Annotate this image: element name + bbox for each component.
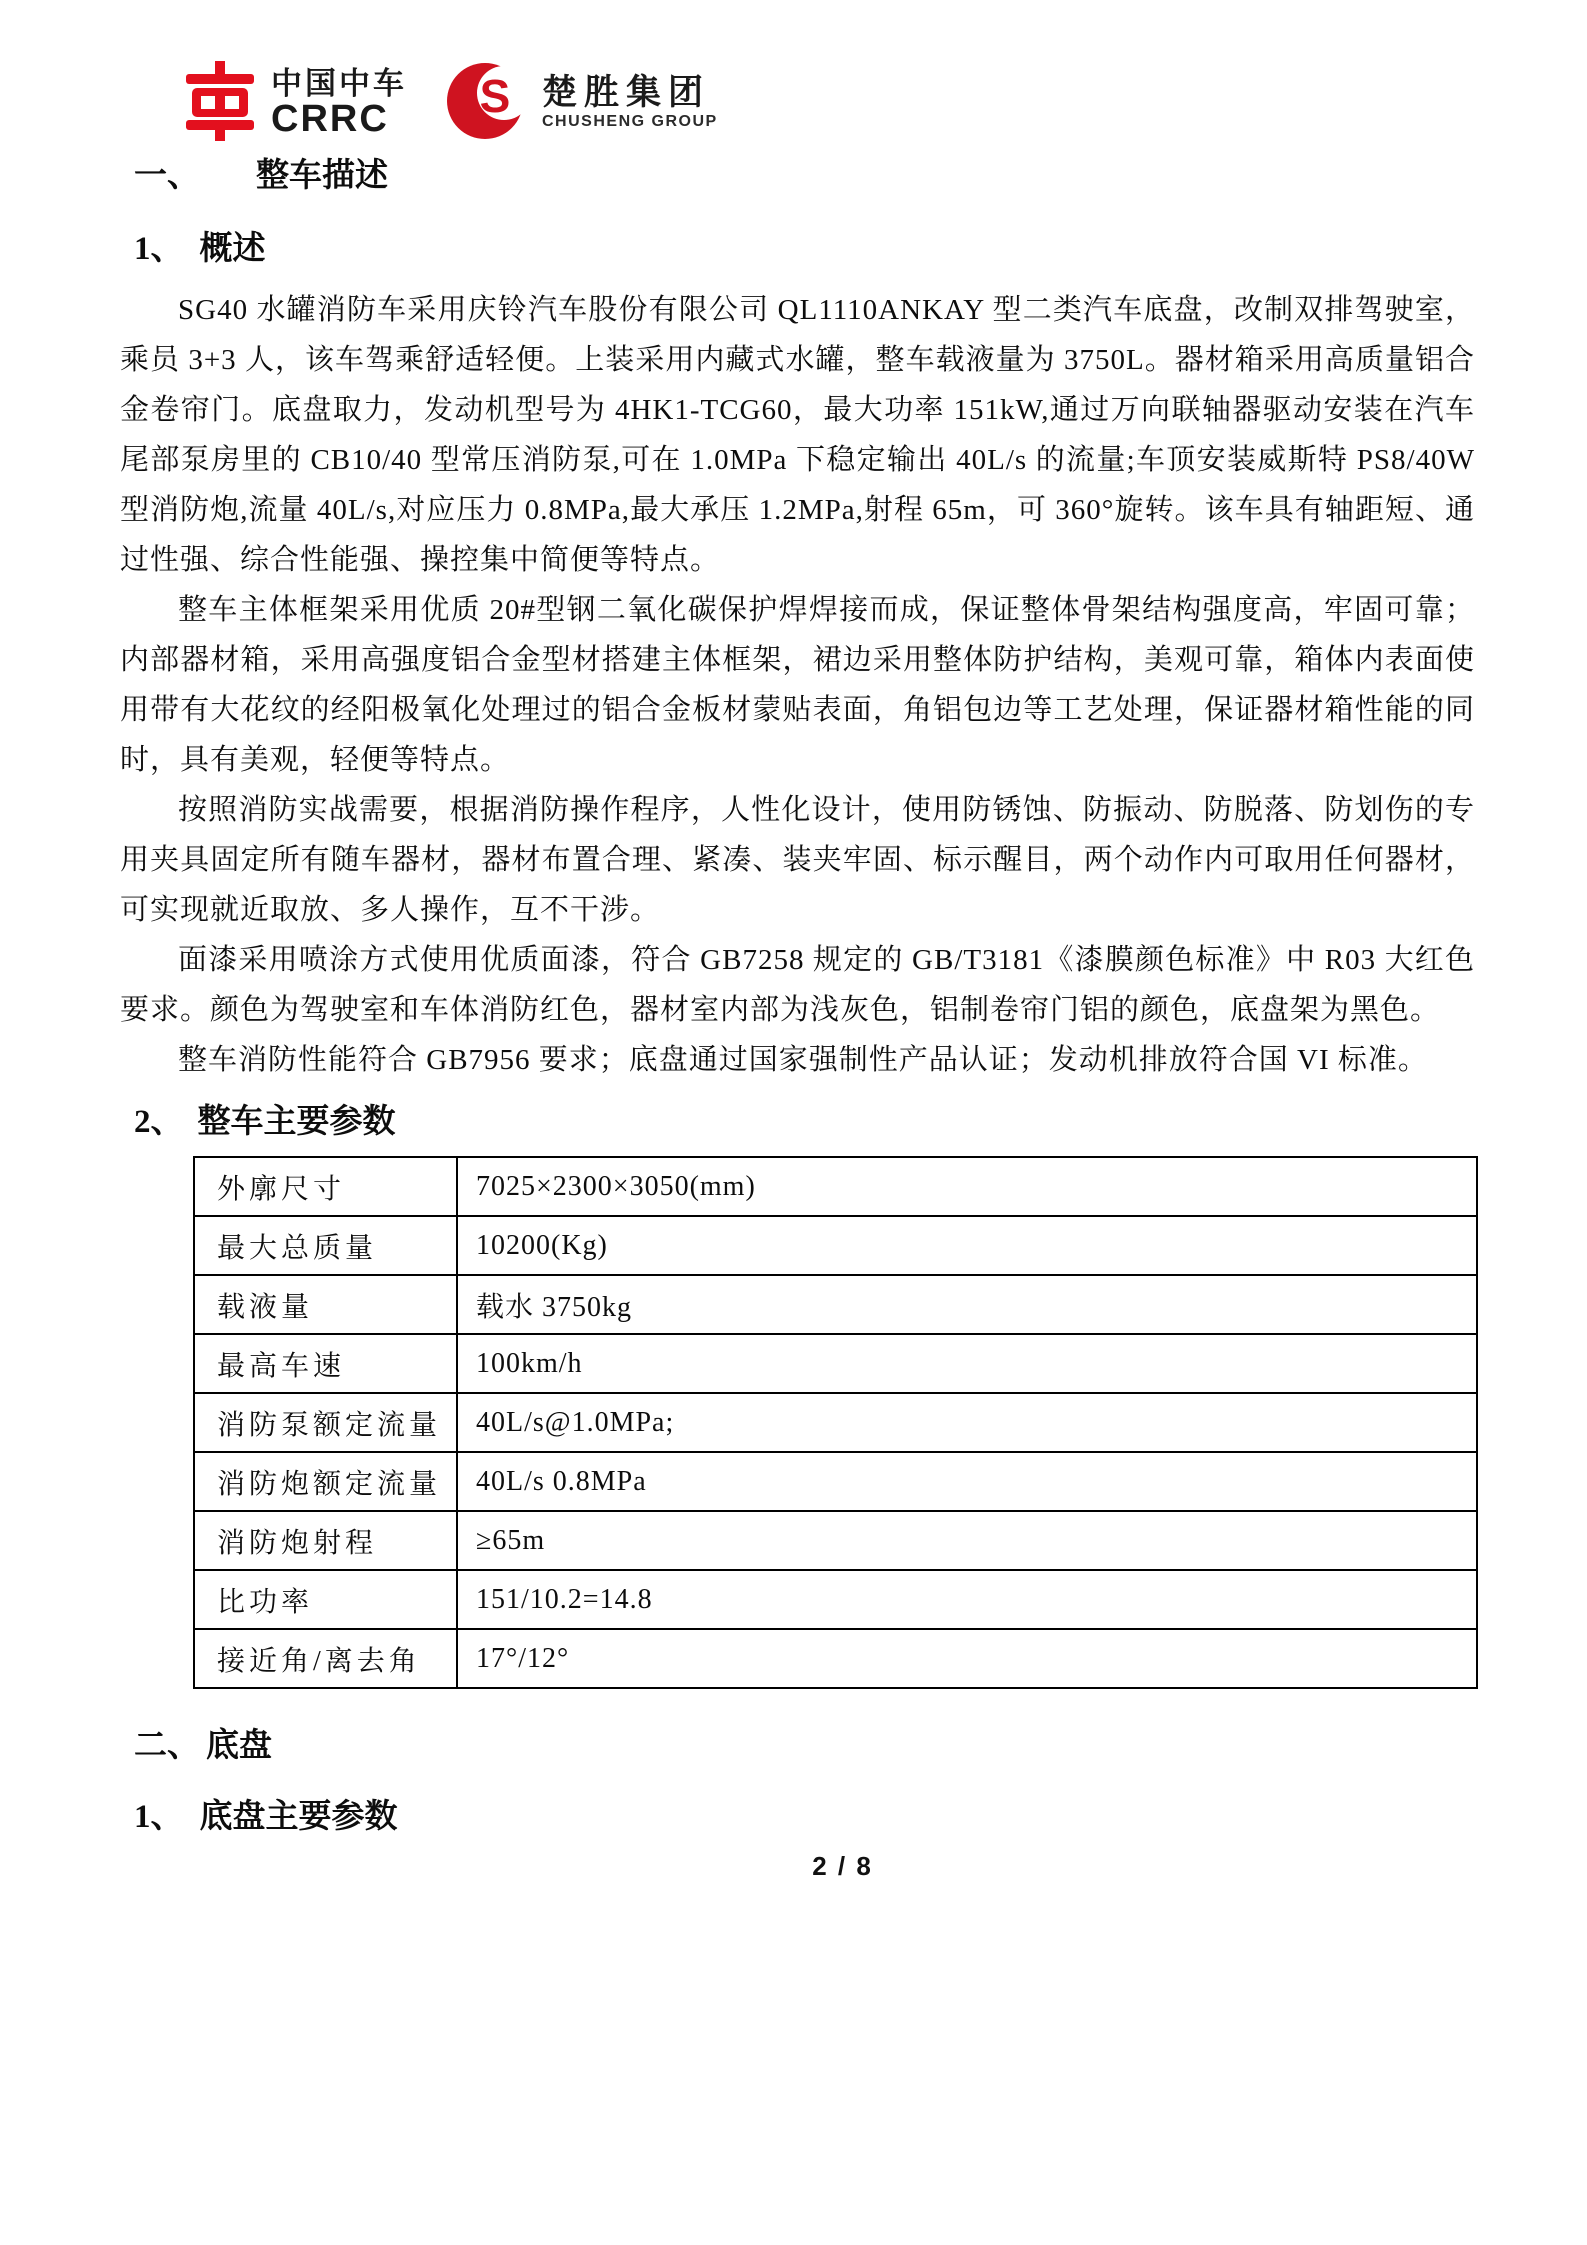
chusheng-mark-icon: [447, 59, 527, 148]
param-label: 最大总质量: [194, 1216, 457, 1275]
param-value: ≥65m: [457, 1511, 1477, 1570]
param-value: 151/10.2=14.8: [457, 1570, 1477, 1629]
chusheng-logo-text: [542, 74, 718, 132]
param-label: 消防炮射程: [194, 1511, 457, 1570]
params-heading: [134, 1095, 1475, 1142]
vehicle-parameters-table: [193, 1156, 1478, 1689]
params-title: 整车主要参数: [197, 1104, 396, 1140]
param-label: 最高车速: [194, 1334, 457, 1393]
crrc-logo: [184, 61, 407, 146]
paragraph: SG40 水罐消防车采用庆铃汽车股份有限公司 QL1110ANKAY 型二类汽车底盘，改制双排驾驶室，乘员 3+3 人，该车驾乘舒适轻便。上装采用内藏式水罐，整车载液量为 3750L。器材箱采用高质量铝合金卷帘门。底盘取力，发动机型号为 4HK1-TCG60，最大功率 151kW,通过万向联轴器驱动安装在汽车尾部泵房里的 CB10/40 型常压消防泵,可在 1.0MPa 下稳定输出 40L/s 的流量;车顶安装威斯特 PS8/40W 型消防炮,流量 40L/s,对应压力 0.8MPa,最大承压 1.2MPa,射程 65m，可 360°旋转。该车具有轴距短、通过性强、综合性能强、操控集中简便等特点。: [120, 294, 1475, 576]
param-value: 40L/s@1.0MPa;: [457, 1393, 1477, 1452]
params-number: 2、: [134, 1104, 184, 1140]
section1-number: 一、: [134, 158, 200, 194]
param-label: 消防炮额定流量: [194, 1452, 457, 1511]
table-row: [194, 1629, 1477, 1688]
param-value: 10200(Kg): [457, 1216, 1477, 1275]
table-row: [194, 1157, 1477, 1216]
crrc-mark-icon: [184, 61, 256, 146]
param-label: 外廓尺寸: [194, 1157, 457, 1216]
table-row: [194, 1452, 1477, 1511]
section2-number: 二、: [134, 1728, 200, 1764]
table-row: [194, 1570, 1477, 1629]
table-row: [194, 1511, 1477, 1570]
param-label: 消防泵额定流量: [194, 1393, 457, 1452]
paragraph: 按照消防实战需要，根据消防操作程序，人性化设计，使用防锈蚀、防振动、防脱落、防划伤的专用夹具固定所有随车器材，器材布置合理、紧凑、装夹牢固、标示醒目，两个动作内可取用任何器材，可实现就近取放、多人操作，互不干涉。: [120, 794, 1475, 926]
param-value: 100km/h: [457, 1334, 1477, 1393]
param-value: 7025×2300×3050(mm): [457, 1157, 1477, 1216]
crrc-logo-text: [271, 68, 407, 138]
chassis-params-heading: [134, 1790, 1475, 1837]
crrc-name-cn: 中国中车: [271, 66, 407, 101]
table-row: [194, 1334, 1477, 1393]
chassis-params-number: 1、: [134, 1799, 184, 1835]
param-value: 载水 3750kg: [457, 1275, 1477, 1334]
paragraph: 面漆采用喷涂方式使用优质面漆，符合 GB7258 规定的 GB/T3181《漆膜颜色标准》中 R03 大红色要求。颜色为驾驶室和车体消防红色，器材室内部为浅灰色，铝制卷帘门铝的颜色，底盘架为黑色。: [120, 944, 1475, 1026]
header-logos: [184, 0, 1475, 140]
param-label: 比功率: [194, 1570, 457, 1629]
section1-title: 整车描述: [256, 158, 388, 194]
table-row: [194, 1275, 1477, 1334]
chassis-params-title: 底盘主要参数: [199, 1799, 398, 1835]
chusheng-name-cn: 楚胜集团: [542, 73, 711, 112]
overview-number: 1、: [134, 231, 184, 267]
chusheng-name-en: CHUSHENG GROUP: [542, 113, 718, 130]
crrc-name-en: CRRC: [271, 98, 389, 140]
section2-heading: [134, 1719, 1475, 1766]
chusheng-logo: [447, 59, 718, 148]
page-number: 2 / 8: [812, 1851, 873, 1881]
table-row: [194, 1216, 1477, 1275]
param-label: 载液量: [194, 1275, 457, 1334]
paragraph: 整车消防性能符合 GB7956 要求；底盘通过国家强制性产品认证；发动机排放符合国 VI 标准。: [178, 1044, 1428, 1076]
table-row: [194, 1393, 1477, 1452]
param-label: 接近角/离去角: [194, 1629, 457, 1688]
svg-text:S: S: [479, 69, 511, 122]
overview-body: [120, 285, 1475, 1085]
overview-heading: [134, 222, 1475, 269]
section1-heading: [134, 149, 1475, 196]
section2-title: 底盘: [206, 1728, 272, 1764]
param-value: 17°/12°: [457, 1629, 1477, 1688]
param-value: 40L/s 0.8MPa: [457, 1452, 1477, 1511]
paragraph: 整车主体框架采用优质 20#型钢二氧化碳保护焊焊接而成，保证整体骨架结构强度高，牢固可靠；内部器材箱，采用高强度铝合金型材搭建主体框架，裙边采用整体防护结构，美观可靠，箱体内表面使用带有大花纹的经阳极氧化处理过的铝合金板材蒙贴表面，角铝包边等工艺处理，保证器材箱性能的同时，具有美观，轻便等特点。: [120, 594, 1475, 776]
overview-title: 概述: [199, 231, 266, 267]
